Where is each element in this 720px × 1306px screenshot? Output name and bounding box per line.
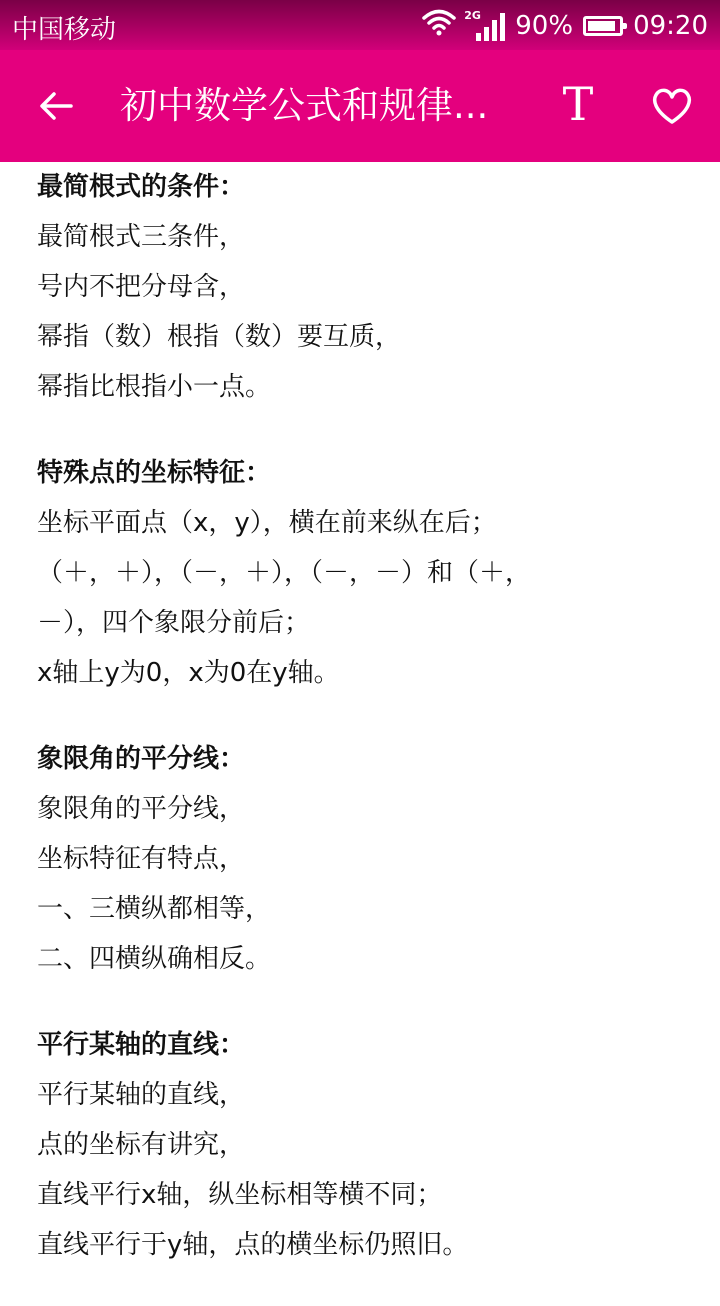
content-line: 平行某轴的直线，	[37, 1080, 246, 1110]
content-line: 一、三横纵都相等，	[37, 894, 272, 924]
arrow-left-icon	[39, 91, 73, 121]
content-line: 号内不把分母含，	[37, 272, 246, 302]
content-line: －），四个象限分前后；	[37, 608, 311, 638]
battery-percent: 90%	[515, 10, 574, 41]
section-title: 最简根式的条件：	[37, 172, 246, 202]
section-title: 象限角的平分线：	[37, 744, 246, 774]
wifi-icon	[422, 8, 456, 43]
formula-section	[37, 448, 687, 698]
formula-section	[37, 1020, 687, 1270]
content-line: 直线平行x轴，纵坐标相等横不同；	[37, 1180, 443, 1210]
font-size-button[interactable]: T	[562, 77, 594, 131]
clock: 09:20	[633, 10, 708, 41]
network-type: 2G	[464, 8, 481, 22]
content-line: 坐标平面点（x，y），横在前来纵在后；	[37, 508, 497, 538]
content-line: 幂指比根指小一点。	[37, 372, 272, 402]
content-line: 点的坐标有讲究，	[37, 1130, 246, 1160]
content-line: 直线平行于y轴，点的横坐标仍照旧。	[37, 1230, 469, 1260]
content-line: （＋，＋），（－，＋），（－，－）和（＋，	[37, 558, 532, 588]
heart-icon	[651, 87, 693, 125]
signal-icon	[464, 8, 505, 41]
signal-bar	[484, 27, 489, 41]
formula-section	[37, 734, 687, 984]
content-line: 坐标特征有特点，	[37, 844, 246, 874]
back-button[interactable]	[30, 80, 82, 132]
app-bar	[0, 50, 720, 162]
section-title: 特殊点的坐标特征：	[37, 458, 272, 488]
status-bar	[0, 0, 720, 50]
content-line: x轴上y为0，x为0在y轴。	[37, 658, 340, 688]
signal-bar	[500, 13, 505, 41]
battery-icon	[583, 16, 623, 36]
signal-bar	[492, 20, 497, 41]
content-line: 二、四横纵确相反。	[37, 944, 272, 974]
page-title: 初中数学公式和规律...	[120, 84, 489, 127]
battery-fill	[588, 21, 615, 31]
carrier-name: 中国移动	[12, 15, 117, 45]
section-title: 平行某轴的直线：	[37, 1030, 246, 1060]
content-line: 最简根式三条件，	[37, 222, 246, 252]
status-indicators	[422, 8, 708, 43]
favorite-button[interactable]	[646, 80, 698, 132]
formula-section	[37, 162, 687, 412]
content-line: 幂指（数）根指（数）要互质，	[37, 322, 402, 352]
content-line: 象限角的平分线，	[37, 794, 246, 824]
article-content	[37, 162, 687, 1306]
signal-bar	[476, 33, 481, 41]
